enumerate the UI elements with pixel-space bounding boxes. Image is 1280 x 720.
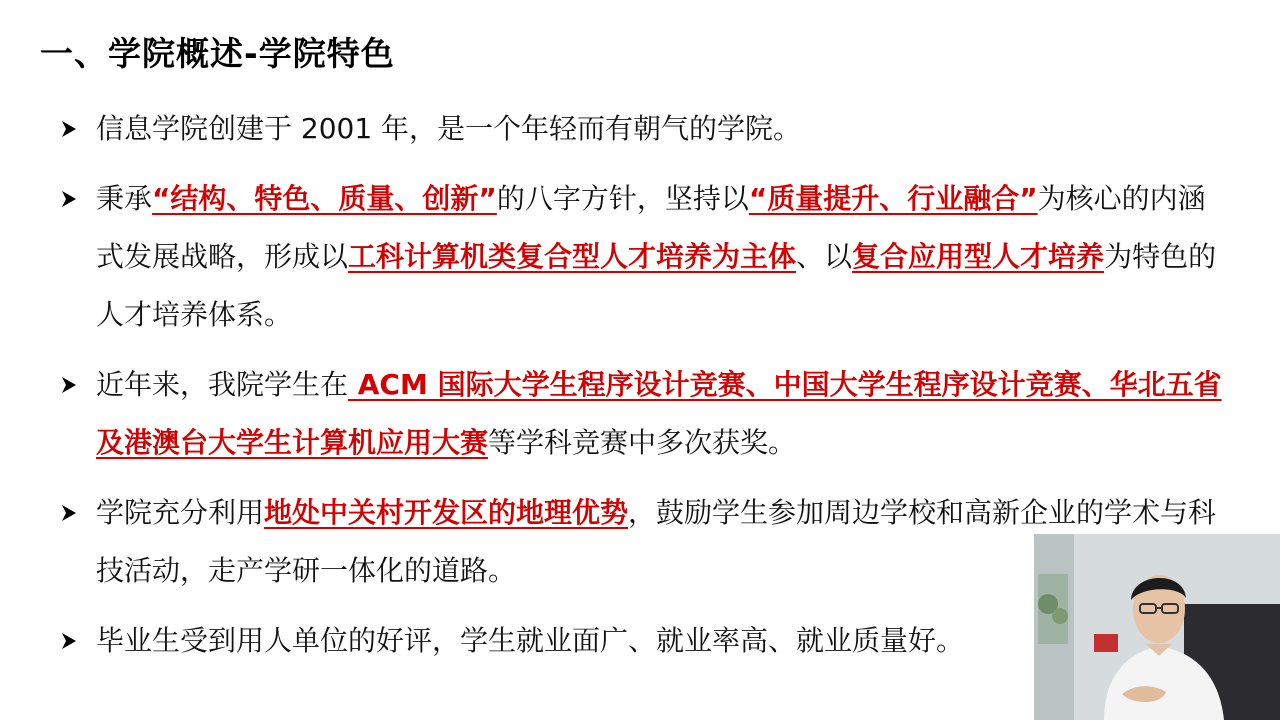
triangle-right-icon [58, 612, 80, 670]
presenter-webcam [1034, 534, 1280, 720]
bullet-text: 秉承 [96, 182, 153, 215]
bullet-text: 、以 [796, 240, 853, 273]
bullet-text: 近年来，我院学生在 [96, 368, 349, 401]
presenter-video-frame [1034, 534, 1280, 720]
triangle-right-icon [58, 100, 80, 158]
bullet-2 [58, 170, 1228, 344]
bullet-text: 信息学院创建于 2001 年，是一个年轻而有朝气的学院。 [96, 112, 802, 145]
bullet-text: 为核心的内涵式发展战略，形成以 [96, 182, 1206, 273]
highlight-phrase: 复合应用型人才培养 [852, 240, 1105, 273]
highlight-phrase: ACM 国际大学生程序设计竞赛、中国大学生程序设计竞赛、华北五省及港澳台大学生计算机应用大赛 [96, 368, 1222, 459]
triangle-right-icon [58, 484, 80, 542]
highlight-phrase: 工科计算机类复合型人才培养为主体 [348, 240, 797, 273]
bullet-text: 学院充分利用 [96, 496, 265, 529]
triangle-right-icon [58, 356, 80, 414]
highlight-phrase: “结构、特色、质量、创新” [152, 182, 497, 215]
bullet-text: 的八字方针，坚持以 [496, 182, 749, 215]
highlight-phrase: 地处中关村开发区的地理优势 [264, 496, 629, 529]
slide-title: 一、学院概述-学院特色 [40, 34, 395, 73]
bullet-3 [58, 356, 1228, 472]
bullet-text: ，鼓励学生参加周边学校和高新企业的学术与科技活动，走产学研一体化的道路。 [96, 496, 1217, 587]
triangle-right-icon [58, 170, 80, 228]
bullet-1 [58, 100, 1228, 158]
bullet-text: 等学科竞赛中多次获奖。 [488, 426, 797, 459]
bullet-text: 为特色的人才培养体系。 [96, 240, 1217, 331]
highlight-phrase: “质量提升、行业融合” [748, 182, 1038, 215]
bullet-text: 毕业生受到用人单位的好评，学生就业面广、就业率高、就业质量好。 [96, 624, 965, 657]
